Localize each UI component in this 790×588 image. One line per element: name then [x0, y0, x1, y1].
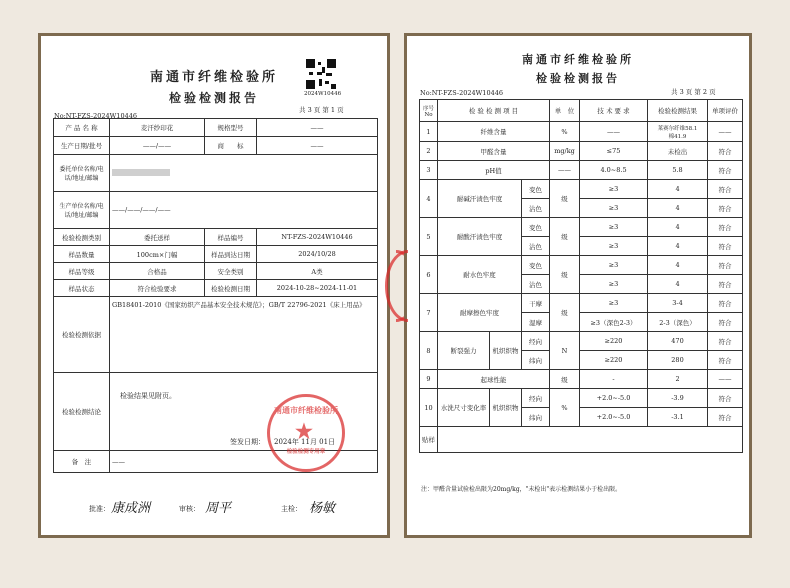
- page1-subtitle: 检验检测报告: [168, 91, 259, 105]
- producer-label: 生产单位名称/电话/地址/邮编: [54, 192, 110, 229]
- row-evaluation: 符合: [708, 294, 743, 313]
- state-value: 符合检验要求: [110, 280, 205, 297]
- header-unit: 单 位: [550, 100, 580, 122]
- row-evaluation: 符合: [708, 256, 743, 275]
- model-label: 规格型号: [205, 119, 257, 137]
- row-evaluation: 符合: [708, 408, 743, 427]
- result-row: [420, 218, 743, 237]
- row-direction: 经向: [522, 332, 550, 351]
- row-requirement: +2.0~-5.0: [580, 389, 648, 408]
- main-test-signature: 杨敏: [309, 501, 336, 516]
- result-row: [420, 389, 743, 408]
- row-result: 280: [648, 351, 708, 370]
- conclusion-label: 检验检测结论: [54, 373, 110, 451]
- row-item: 耐水色牢度: [438, 256, 522, 294]
- client-value: [110, 155, 378, 192]
- page1-title: 南通市纤维检验所: [149, 70, 278, 85]
- row-sub: 干摩: [522, 294, 550, 313]
- row-result: 3-4: [648, 294, 708, 313]
- official-seal: [267, 394, 345, 472]
- row-unit: 级: [550, 256, 580, 294]
- brand-value: ——: [257, 137, 378, 155]
- product-name-label: 产 品 名 称: [54, 119, 110, 137]
- test-type: 委托送样: [110, 229, 205, 246]
- seal-star-icon: ★: [295, 419, 313, 443]
- sample-no: NT-FZS-2024W10446: [257, 229, 378, 246]
- remark-label: 备 注: [54, 451, 110, 473]
- row-sub: 变色: [522, 180, 550, 199]
- row-result: 4: [648, 275, 708, 294]
- row-no: 5: [420, 218, 438, 256]
- row-item: 起球性能: [438, 370, 550, 389]
- client-label: 委托单位名称/电话/地址/邮编: [54, 155, 110, 192]
- arrival-value: 2024/10/28: [257, 246, 378, 263]
- row-no: 3: [420, 161, 438, 180]
- page2-title: 南通市纤维检验所: [522, 53, 634, 66]
- row-no: 1: [420, 122, 438, 142]
- redacted-block: [112, 169, 170, 176]
- row-unit: %: [550, 389, 580, 427]
- qty-label: 样品数量: [54, 246, 110, 263]
- header-eval: 单项评价: [708, 100, 743, 122]
- result-row: [420, 370, 743, 389]
- remark-value: ——: [110, 451, 378, 473]
- row-result: 4: [648, 199, 708, 218]
- result-row: [420, 161, 743, 180]
- page2-page-info: 共 3 页 第 2 页: [671, 88, 716, 96]
- state-label: 样品状态: [54, 280, 110, 297]
- row-direction: 纬向: [522, 408, 550, 427]
- review-signature: 周平: [205, 501, 232, 516]
- row-result: 4: [648, 237, 708, 256]
- row-no: 7: [420, 294, 438, 332]
- basis-value: GB18401-2010《国家纺织产品基本安全技术规范》；GB/T 22796-2021《床上用品》: [110, 297, 378, 373]
- row-unit: %: [550, 122, 580, 142]
- row-requirement: 4.0~8.5: [580, 161, 648, 180]
- test-date-value: 2024-10-28~2024-11-01: [257, 280, 378, 297]
- sign-date-value: 2024年 11月 01日: [274, 438, 336, 446]
- safety-label: 安全类别: [205, 263, 257, 280]
- page2-results-table: [419, 99, 743, 453]
- row-result: 2: [648, 370, 708, 389]
- report-page-1: [38, 33, 390, 538]
- row-result: 未检出: [648, 142, 708, 161]
- report-page-2: [404, 33, 752, 538]
- row-evaluation: 符合: [708, 199, 743, 218]
- page1-report-no: No:NT-FZS-2024W10446: [54, 112, 137, 120]
- row-result: 2-3（深色）: [648, 313, 708, 332]
- result-row: [420, 142, 743, 161]
- row-no: 10: [420, 389, 438, 427]
- row-unit: mg/kg: [550, 142, 580, 161]
- row-evaluation: ——: [708, 370, 743, 389]
- row-sub: 机织织物: [490, 389, 522, 427]
- row-direction: 经向: [522, 389, 550, 408]
- seal-text: 南通市纤维检验所: [274, 405, 338, 415]
- page2-note: 注：甲醛含量试验检出限为20mg/kg，"未检出"表示检测结果小于检出限。: [421, 486, 622, 493]
- model-value: ——: [257, 119, 378, 137]
- qty-value: 100cm×门幅: [110, 246, 205, 263]
- sample-attach-cell: [438, 427, 743, 453]
- test-type-label: 检验检测类别: [54, 229, 110, 246]
- grade-label: 样品等级: [54, 263, 110, 280]
- row-requirement: ≥220: [580, 332, 648, 351]
- row-requirement: ≥220: [580, 351, 648, 370]
- row-no: 9: [420, 370, 438, 389]
- arrival-label: 样品到达日期: [205, 246, 257, 263]
- prod-date: ——/——: [110, 137, 205, 155]
- result-row: [420, 256, 743, 275]
- approve-label: 批准：: [89, 505, 110, 513]
- row-sub: 变色: [522, 256, 550, 275]
- row-result: 莱赛尔纤维58.1 棉41.9: [648, 122, 708, 142]
- page2-subtitle: 检验检测报告: [536, 72, 620, 85]
- producer-value: ——/——/——/——: [110, 192, 378, 229]
- row-requirement: ≥3: [580, 218, 648, 237]
- row-evaluation: 符合: [708, 161, 743, 180]
- sample-attach-label: 贴样: [420, 427, 438, 453]
- brand-label: 商 标: [205, 137, 257, 155]
- row-result: 470: [648, 332, 708, 351]
- sample-no-label: 样品编号: [205, 229, 257, 246]
- row-item: 耐碱汗渍色牢度: [438, 180, 522, 218]
- row-result: 4: [648, 218, 708, 237]
- row-no: 4: [420, 180, 438, 218]
- result-row: [420, 332, 743, 351]
- row-item: 水洗尺寸变化率: [438, 389, 490, 427]
- row-item: 甲醛含量: [438, 142, 550, 161]
- row-evaluation: 符合: [708, 332, 743, 351]
- approve-signature: 康成洲: [111, 501, 151, 516]
- result-row: [420, 122, 743, 142]
- row-item: 断裂强力: [438, 332, 490, 370]
- row-requirement: ≥3: [580, 199, 648, 218]
- row-evaluation: 符合: [708, 275, 743, 294]
- row-requirement: ≥3: [580, 294, 648, 313]
- header-req: 技 术 要 求: [580, 100, 648, 122]
- row-sub: 沾色: [522, 199, 550, 218]
- row-unit: 级: [550, 370, 580, 389]
- main-test-label: 主检：: [281, 505, 302, 513]
- row-result: 5.8: [648, 161, 708, 180]
- row-item: 纤维含量: [438, 122, 550, 142]
- qr-caption: 2024W10446: [304, 91, 342, 97]
- row-unit: 级: [550, 294, 580, 332]
- result-row: [420, 294, 743, 313]
- row-result: 4: [648, 256, 708, 275]
- row-evaluation: 符合: [708, 313, 743, 332]
- sign-date-label: 签发日期：: [230, 438, 265, 446]
- header-no: 序号 No: [420, 100, 438, 122]
- prod-date-label: 生产日期/批号: [54, 137, 110, 155]
- row-sub: 沾色: [522, 237, 550, 256]
- row-requirement: ≥3: [580, 256, 648, 275]
- header-result: 检验检测结果: [648, 100, 708, 122]
- row-requirement: ≥3: [580, 237, 648, 256]
- page2-report-no: No:NT-FZS-2024W10446: [420, 89, 503, 97]
- row-unit: 级: [550, 180, 580, 218]
- row-unit: ——: [550, 161, 580, 180]
- row-no: 2: [420, 142, 438, 161]
- safety-value: A类: [257, 263, 378, 280]
- conclusion-text: 检验结果见附页。: [120, 392, 176, 400]
- row-requirement: ≥3: [580, 275, 648, 294]
- row-result: -3.1: [648, 408, 708, 427]
- row-evaluation: 符合: [708, 237, 743, 256]
- header-item: 检 验 检 测 项 目: [438, 100, 550, 122]
- product-name: 麦汗纱印花: [110, 119, 205, 137]
- row-sub: 变色: [522, 218, 550, 237]
- result-row: [420, 180, 743, 199]
- row-evaluation: ——: [708, 122, 743, 142]
- row-requirement: ≥3（深色2-3）: [580, 313, 648, 332]
- row-sub: 机织织物: [490, 332, 522, 370]
- seal-subtext: 检验检测专用章: [286, 449, 326, 455]
- row-item: 耐摩擦色牢度: [438, 294, 522, 332]
- row-item: pH值: [438, 161, 550, 180]
- row-requirement: +2.0~-5.0: [580, 408, 648, 427]
- row-result: 4: [648, 180, 708, 199]
- row-evaluation: 符合: [708, 180, 743, 199]
- test-date-label: 检验检测日期: [205, 280, 257, 297]
- qr-code: [306, 59, 336, 89]
- row-result: -3.9: [648, 389, 708, 408]
- row-no: 8: [420, 332, 438, 370]
- row-no: 6: [420, 256, 438, 294]
- row-requirement: ≤75: [580, 142, 648, 161]
- row-evaluation: 符合: [708, 389, 743, 408]
- grade-value: 合格品: [110, 263, 205, 280]
- basis-label: 检验检测依据: [54, 297, 110, 373]
- row-requirement: -: [580, 370, 648, 389]
- row-direction: 纬向: [522, 351, 550, 370]
- row-evaluation: 符合: [708, 142, 743, 161]
- row-requirement: ——: [580, 122, 648, 142]
- row-sub: 沾色: [522, 275, 550, 294]
- row-requirement: ≥3: [580, 180, 648, 199]
- review-label: 审核：: [179, 505, 200, 513]
- row-sub: 湿摩: [522, 313, 550, 332]
- row-unit: N: [550, 332, 580, 370]
- row-evaluation: 符合: [708, 218, 743, 237]
- row-item: 耐酸汗渍色牢度: [438, 218, 522, 256]
- row-evaluation: 符合: [708, 351, 743, 370]
- page1-page-info: 共 3 页 第 1 页: [299, 106, 344, 114]
- row-unit: 级: [550, 218, 580, 256]
